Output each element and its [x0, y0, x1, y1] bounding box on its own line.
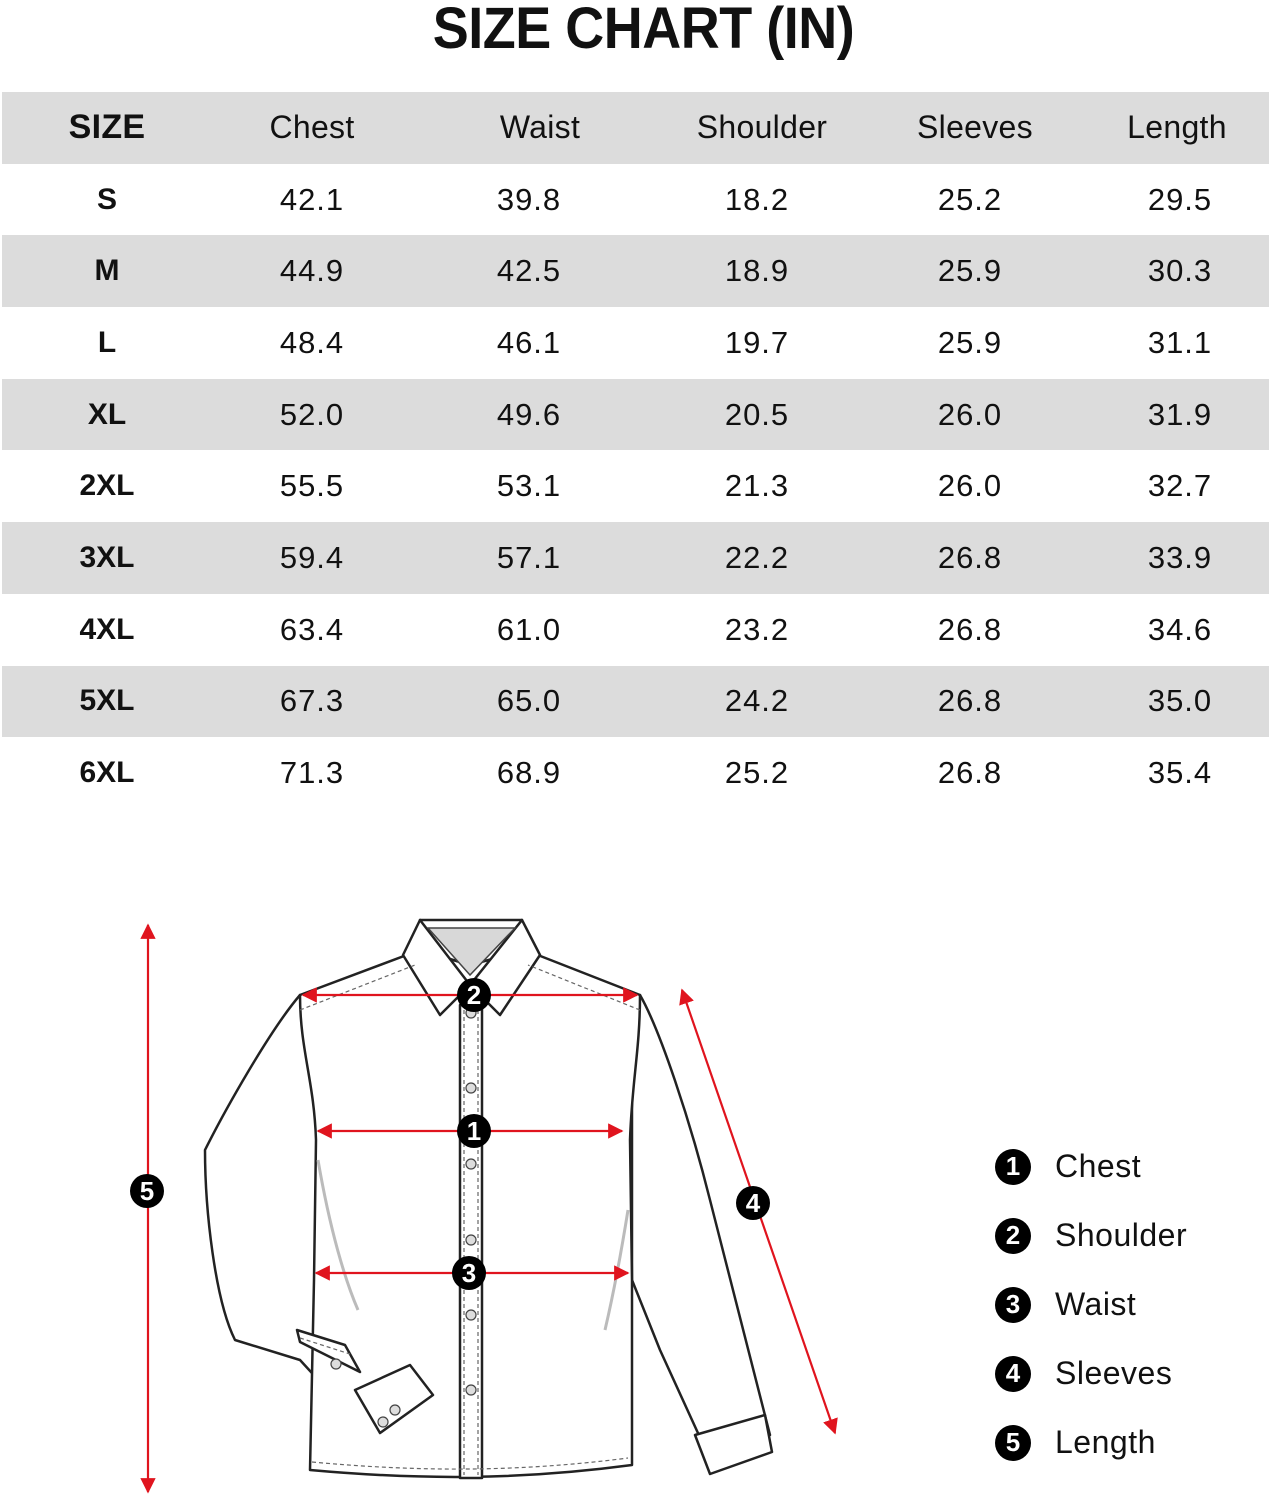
- size-cell: 4XL: [79, 612, 135, 646]
- length-cell: 31.1: [1147, 324, 1213, 360]
- legend-number: 4: [995, 1356, 1031, 1392]
- legend-label: Shoulder: [1055, 1217, 1188, 1253]
- size-cell: 3XL: [79, 540, 135, 574]
- legend-item-sleeves: [995, 1339, 1255, 1408]
- shoulder-cell: 18.9: [724, 253, 790, 289]
- length-cell: 35.0: [1147, 683, 1213, 719]
- sleeves-cell: 26.0: [937, 468, 1003, 504]
- legend-label: Length: [1055, 1424, 1156, 1460]
- svg-text:5: 5: [139, 1176, 155, 1206]
- table-row: [2, 164, 1269, 236]
- size-cell: M: [94, 254, 120, 288]
- size-cell: 2XL: [79, 469, 135, 503]
- length-cell: 30.3: [1147, 253, 1213, 289]
- table-row: [2, 522, 1269, 594]
- size-cell: L: [97, 325, 117, 359]
- waist-cell: 46.1: [496, 324, 562, 360]
- chest-cell: 48.4: [279, 324, 345, 360]
- length-cell: 32.7: [1147, 468, 1213, 504]
- sleeves-cell: 25.2: [937, 181, 1003, 217]
- legend-number: 5: [995, 1425, 1031, 1461]
- legend-label: Waist: [1055, 1286, 1137, 1322]
- legend-item-chest: [995, 1132, 1255, 1201]
- shoulder-cell: 22.2: [724, 539, 790, 575]
- length-cell: 34.6: [1147, 611, 1213, 647]
- shoulder-cell: 21.3: [724, 468, 790, 504]
- right-sleeve: [632, 995, 770, 1455]
- chest-cell: 71.3: [279, 755, 345, 791]
- size-cell: 6XL: [79, 756, 135, 790]
- waist-cell: 49.6: [496, 396, 562, 432]
- shoulder-cell: 23.2: [724, 611, 790, 647]
- marker-waist: [452, 1256, 486, 1290]
- length-cell: 33.9: [1147, 539, 1213, 575]
- chest-cell: 59.4: [279, 539, 345, 575]
- chest-cell: 52.0: [279, 396, 345, 432]
- measurement-legend: [995, 1132, 1255, 1477]
- header-length: Length: [1127, 109, 1227, 146]
- table-row: [2, 737, 1269, 809]
- legend-item-length: [995, 1408, 1255, 1477]
- table-row: [2, 594, 1269, 666]
- shoulder-cell: 25.2: [724, 755, 790, 791]
- waist-cell: 42.5: [496, 253, 562, 289]
- svg-text:2: 2: [466, 980, 482, 1010]
- shirt-measurement-diagram: [0, 880, 900, 1500]
- size-cell: XL: [87, 397, 127, 431]
- page-title: SIZE CHART (IN): [432, 0, 855, 61]
- marker-shoulder: [457, 978, 491, 1012]
- header-waist: Waist: [499, 109, 581, 146]
- svg-text:4: 4: [745, 1188, 761, 1218]
- sleeves-cell: 26.8: [937, 683, 1003, 719]
- size-cell: S: [96, 182, 117, 216]
- legend-label: Chest: [1055, 1148, 1142, 1184]
- table-row: [2, 450, 1269, 522]
- legend-label: Sleeves: [1055, 1355, 1173, 1391]
- sleeves-cell: 25.9: [937, 253, 1003, 289]
- chest-cell: 67.3: [279, 683, 345, 719]
- table-row: [2, 235, 1269, 307]
- sleeves-cell: 25.9: [937, 324, 1003, 360]
- sleeves-cell: 26.8: [937, 611, 1003, 647]
- chest-cell: 42.1: [279, 181, 345, 217]
- legend-item-shoulder: [995, 1201, 1255, 1270]
- shoulder-cell: 18.2: [724, 181, 790, 217]
- shoulder-cell: 19.7: [724, 324, 790, 360]
- header-sleeves: Sleeves: [917, 109, 1033, 146]
- legend-item-waist: [995, 1270, 1255, 1339]
- waist-cell: 65.0: [496, 683, 562, 719]
- legend-number: 3: [995, 1287, 1031, 1323]
- chest-cell: 63.4: [279, 611, 345, 647]
- legend-number: 1: [995, 1149, 1031, 1185]
- shoulder-cell: 24.2: [724, 683, 790, 719]
- marker-sleeves: [736, 1186, 770, 1220]
- legend-number: 2: [995, 1218, 1031, 1254]
- length-cell: 35.4: [1147, 755, 1213, 791]
- sleeves-cell: 26.0: [937, 396, 1003, 432]
- shoulder-cell: 20.5: [724, 396, 790, 432]
- header-size: SIZE: [68, 108, 146, 147]
- waist-cell: 57.1: [496, 539, 562, 575]
- marker-length: [130, 1174, 164, 1208]
- header-shoulder: Shoulder: [696, 109, 828, 146]
- svg-text:1: 1: [466, 1116, 482, 1146]
- sleeves-cell: 26.8: [937, 755, 1003, 791]
- chest-cell: 55.5: [279, 468, 345, 504]
- table-row: [2, 666, 1269, 738]
- size-cell: 5XL: [79, 684, 135, 718]
- marker-chest: [457, 1114, 491, 1148]
- table-row: [2, 307, 1269, 379]
- chest-cell: 44.9: [279, 253, 345, 289]
- waist-cell: 61.0: [496, 611, 562, 647]
- table-header-row: [2, 92, 1269, 164]
- size-table: [2, 92, 1269, 809]
- sleeves-cell: 26.8: [937, 539, 1003, 575]
- header-chest: Chest: [269, 109, 355, 146]
- table-row: [2, 379, 1269, 451]
- length-cell: 31.9: [1147, 396, 1213, 432]
- length-cell: 29.5: [1147, 181, 1213, 217]
- svg-text:3: 3: [461, 1258, 477, 1288]
- waist-cell: 68.9: [496, 755, 562, 791]
- waist-cell: 39.8: [496, 181, 562, 217]
- waist-cell: 53.1: [496, 468, 562, 504]
